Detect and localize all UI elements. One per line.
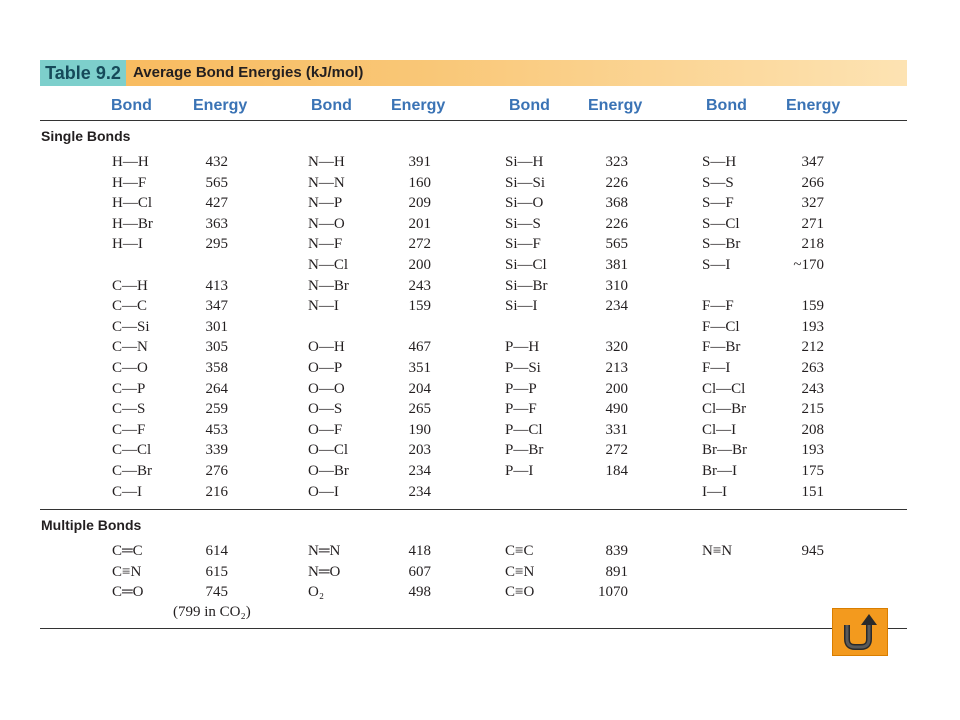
header-rule xyxy=(40,120,907,121)
bond-label: Br—Br xyxy=(702,442,747,459)
bond-label: Si—S xyxy=(505,215,541,232)
bond-energy: 358 xyxy=(205,360,228,376)
bond-label: C═C xyxy=(112,543,143,559)
bond-energy: 159 xyxy=(408,298,431,315)
column-header-bond: Bond xyxy=(111,97,152,114)
bond-label: C═O xyxy=(112,584,144,601)
bottom-rule xyxy=(40,628,907,629)
column-header-energy: Energy xyxy=(786,97,841,114)
bond-label: C≡C xyxy=(505,543,534,559)
bond-label: O₂ xyxy=(308,584,325,601)
bond-label: Si—I xyxy=(505,298,538,315)
bond-energy: 226 xyxy=(605,174,628,191)
bond-energy: 323 xyxy=(605,154,628,170)
bond-label: Cl—Cl xyxy=(702,380,746,397)
column-header-energy: Energy xyxy=(588,97,643,114)
bond-label: C—I xyxy=(112,483,142,500)
bond-energy: 160 xyxy=(408,174,431,191)
bond-energy: 320 xyxy=(605,339,628,356)
bond-energy: 193 xyxy=(801,442,824,459)
bond-label: S—I xyxy=(702,257,731,273)
table-title-bar xyxy=(40,60,907,86)
bond-energy: 347 xyxy=(205,298,228,315)
bond-label: N—O xyxy=(308,215,345,232)
bond-label: S—S xyxy=(702,174,734,191)
bond-label: P—Br xyxy=(505,442,544,459)
bond-energy: 209 xyxy=(408,195,431,212)
bond-energy: 203 xyxy=(408,442,431,459)
bond-label: S—F xyxy=(702,195,734,212)
bond-energy: 745 xyxy=(205,584,228,601)
section-multiple-bonds: Multiple Bonds xyxy=(41,517,142,533)
bond-label: C≡O xyxy=(505,584,535,601)
bond-energy: 498 xyxy=(408,584,431,601)
bond-label: N═O xyxy=(308,563,341,580)
bond-energy: 266 xyxy=(801,174,824,191)
bond-energy: 614 xyxy=(205,543,228,559)
bond-energy: 331 xyxy=(605,421,628,438)
bond-energy: 615 xyxy=(205,563,228,580)
column-header-energy: Energy xyxy=(193,97,248,114)
bond-energy: 151 xyxy=(801,483,824,500)
bond-energy: 212 xyxy=(801,339,824,356)
bond-energy: 226 xyxy=(605,215,628,232)
bond-label: P—Si xyxy=(505,360,541,376)
co2-note: (799 in CO₂) xyxy=(173,604,251,620)
bond-label: C—C xyxy=(112,298,148,315)
column-header-bond: Bond xyxy=(311,97,352,114)
bond-energy: 272 xyxy=(605,442,628,459)
table-title: Average Bond Energies (kJ/mol) xyxy=(133,64,364,81)
bond-label: H—H xyxy=(112,154,149,170)
bond-label: O—S xyxy=(308,401,343,418)
bond-energy: 427 xyxy=(205,195,228,212)
bond-label: Si—H xyxy=(505,154,544,170)
bond-label: C—Br xyxy=(112,463,153,479)
bond-label: N—H xyxy=(308,154,345,170)
bond-energy: 391 xyxy=(408,154,431,170)
bond-energy: 216 xyxy=(205,483,228,500)
bond-label: P—I xyxy=(505,463,534,479)
section-divider xyxy=(40,509,907,510)
bond-label: P—P xyxy=(505,380,537,397)
bond-label: C—N xyxy=(112,339,148,356)
bond-energy: 234 xyxy=(408,463,431,479)
bond-energy: 839 xyxy=(605,543,628,559)
bond-energy: 467 xyxy=(408,339,431,356)
bond-label: S—Br xyxy=(702,236,741,253)
bond-energy: 413 xyxy=(205,277,228,294)
column-header-energy: Energy xyxy=(391,97,446,114)
bond-energy: 259 xyxy=(205,401,228,418)
bond-energy: 565 xyxy=(605,236,628,253)
bond-energy: 891 xyxy=(605,563,628,580)
bond-energy: 264 xyxy=(205,380,228,397)
bond-energy: 234 xyxy=(605,298,628,315)
bond-label: C—H xyxy=(112,277,148,294)
bond-energy: 1070 xyxy=(598,584,628,601)
section-single-bonds: Single Bonds xyxy=(41,128,131,144)
bond-energy: 381 xyxy=(605,257,628,273)
bond-energy: 265 xyxy=(408,401,431,418)
bond-energy: 234 xyxy=(408,483,431,500)
bond-label: N═N xyxy=(308,543,341,559)
bond-energy: 453 xyxy=(205,421,228,438)
bond-label: P—H xyxy=(505,339,540,356)
bond-label: P—F xyxy=(505,401,537,418)
bond-energy: 301 xyxy=(205,318,228,335)
bond-label: Cl—Br xyxy=(702,401,747,418)
bond-energy: 490 xyxy=(605,401,628,418)
bond-label: F—F xyxy=(702,298,734,315)
bond-energy: 215 xyxy=(801,401,824,418)
bond-label: H—Cl xyxy=(112,195,153,212)
bond-label: O—I xyxy=(308,483,339,500)
bond-label: O—Br xyxy=(308,463,349,479)
bond-energy: 263 xyxy=(801,360,824,376)
bond-energy: 271 xyxy=(801,215,824,232)
bond-energy: 175 xyxy=(801,463,824,479)
bond-energy: 272 xyxy=(408,236,431,253)
bond-energy: 363 xyxy=(205,215,228,232)
bond-energy: ~170 xyxy=(793,257,824,273)
bond-energy: 190 xyxy=(408,421,431,438)
bond-energy: 368 xyxy=(605,195,628,212)
bond-label: Si—O xyxy=(505,195,544,212)
bond-label: H—I xyxy=(112,236,143,253)
bond-energy: 213 xyxy=(605,360,628,376)
bond-label: P—Cl xyxy=(505,421,543,438)
bond-label: F—Cl xyxy=(702,318,740,335)
bond-label: C—Cl xyxy=(112,442,152,459)
bond-label: C—P xyxy=(112,380,146,397)
table-number: Table 9.2 xyxy=(40,60,126,86)
bond-energy: 305 xyxy=(205,339,228,356)
bond-energy: 339 xyxy=(205,442,228,459)
bond-label: Si—F xyxy=(505,236,541,253)
bond-label: Si—Br xyxy=(505,277,548,294)
bond-label: F—I xyxy=(702,360,731,376)
bond-label: N≡N xyxy=(702,543,733,559)
bond-label: C—Si xyxy=(112,318,150,335)
bond-label: C—F xyxy=(112,421,146,438)
bond-label: O—Cl xyxy=(308,442,349,459)
bond-label: C—S xyxy=(112,401,146,418)
bond-label: N—N xyxy=(308,174,345,191)
bond-label: C≡N xyxy=(112,563,142,580)
bond-energy: 208 xyxy=(801,421,824,438)
bond-energy: 607 xyxy=(408,563,431,580)
bond-energy: 243 xyxy=(408,277,431,294)
bond-label: N—Br xyxy=(308,277,349,294)
bond-energy: 193 xyxy=(801,318,824,335)
bond-label: N—F xyxy=(308,236,343,253)
bond-label: S—H xyxy=(702,154,737,170)
bond-label: N—I xyxy=(308,298,339,315)
bond-energy: 200 xyxy=(408,257,431,273)
bond-label: F—Br xyxy=(702,339,741,356)
bond-label: O—P xyxy=(308,360,343,376)
bond-label: C—O xyxy=(112,360,148,376)
bond-energy: 565 xyxy=(205,174,228,191)
bond-label: C≡N xyxy=(505,563,535,580)
bond-energy: 243 xyxy=(801,380,824,397)
bond-energy: 184 xyxy=(605,463,628,479)
bond-energy: 200 xyxy=(605,380,628,397)
bond-label: Si—Si xyxy=(505,174,546,191)
bond-energy: 295 xyxy=(205,236,228,253)
bond-energy: 159 xyxy=(801,298,824,315)
bond-label: S—Cl xyxy=(702,215,740,232)
bond-energy: 218 xyxy=(801,236,824,253)
back-button[interactable] xyxy=(832,608,888,656)
bond-label: N—P xyxy=(308,195,343,212)
bond-energy: 432 xyxy=(205,154,228,170)
bond-energy: 418 xyxy=(408,543,431,559)
bond-label: N—Cl xyxy=(308,257,349,273)
bond-label: O—H xyxy=(308,339,345,356)
bond-energy: 327 xyxy=(801,195,824,212)
column-header-bond: Bond xyxy=(706,97,747,114)
column-header-bond: Bond xyxy=(509,97,550,114)
bond-energy: 201 xyxy=(408,215,431,232)
bond-label: O—F xyxy=(308,421,343,438)
bond-energy: 945 xyxy=(801,543,824,559)
bond-label: H—F xyxy=(112,174,147,191)
bond-label: Si—Cl xyxy=(505,257,547,273)
bond-label: I—I xyxy=(702,483,727,500)
bond-energy: 351 xyxy=(408,360,431,376)
bond-energy: 347 xyxy=(801,154,824,170)
return-arrow-icon xyxy=(833,609,887,655)
bond-label: Br—I xyxy=(702,463,737,479)
bond-energy: 204 xyxy=(408,380,431,397)
bond-label: H—Br xyxy=(112,215,153,232)
bond-energy: 310 xyxy=(605,277,628,294)
bond-label: O—O xyxy=(308,380,345,397)
bond-label: Cl—I xyxy=(702,421,737,438)
bond-energy: 276 xyxy=(205,463,228,479)
